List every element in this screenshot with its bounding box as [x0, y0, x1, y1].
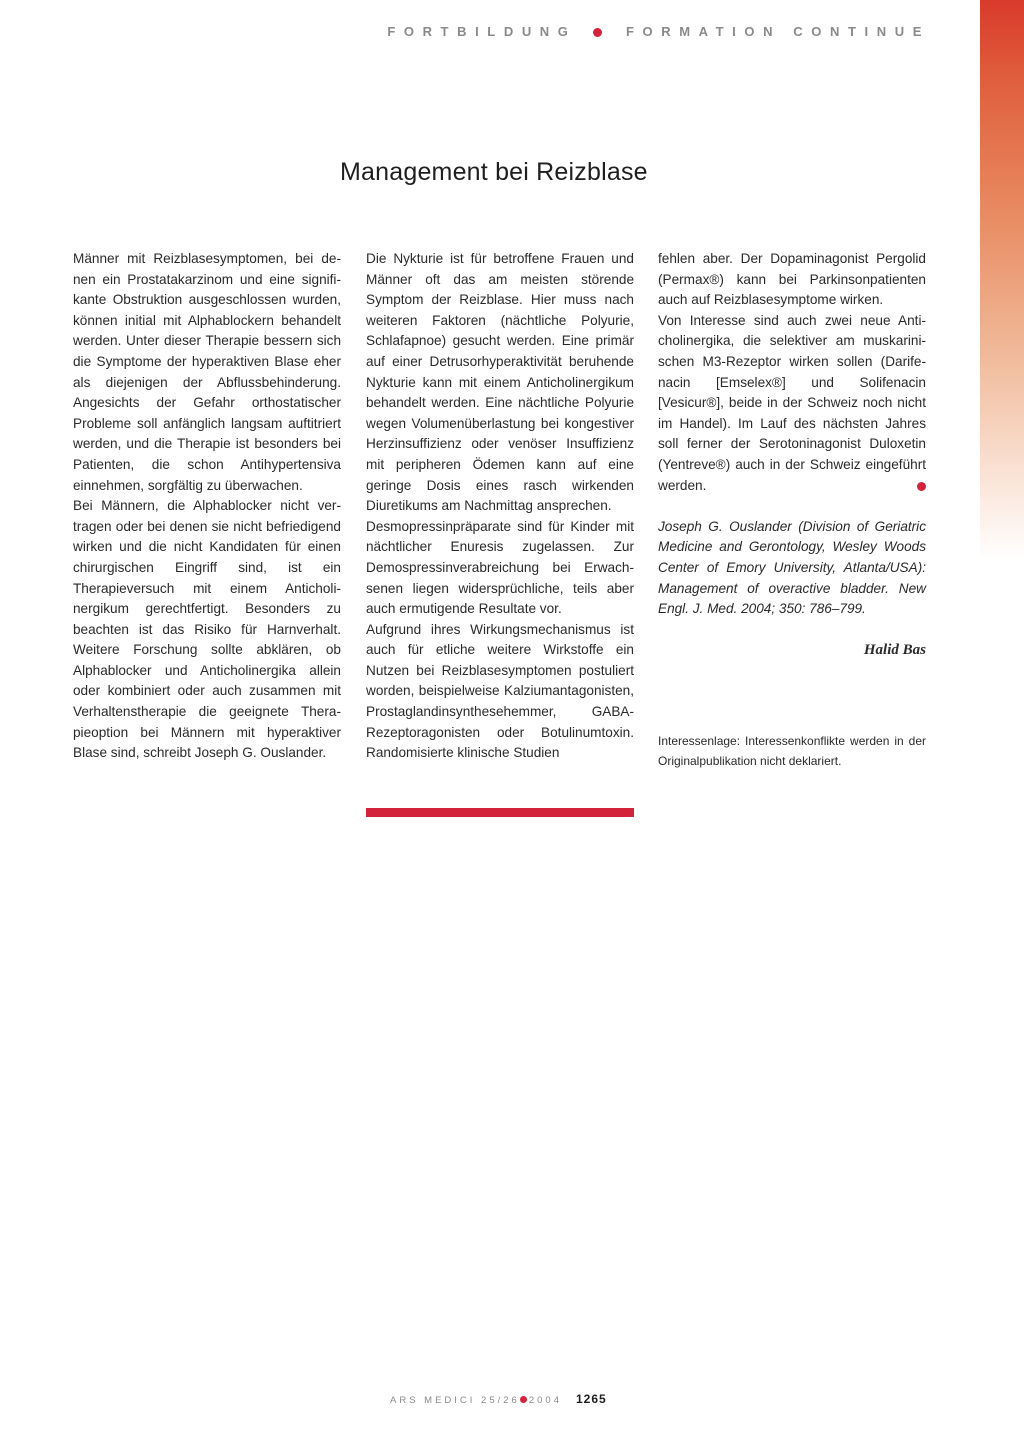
paragraph-text: Von Interesse sind auch zwei neue Anticholinergika, die selektiver am muskarinischen M3-Rezeptor wirken sollen (Darifenacin [Emselex®] und Solifenacin [Vesicur®], beide in der Schweiz noch nicht im Handel). Im Lauf des nächsten Jahres soll ferner der Serotoninagonist Duloxetin (Yentreve®) auch in der Schweiz eingeführt werden.	[658, 312, 926, 493]
paragraph: Aufgrund ihres Wirkungsmechanismus ist auch für etliche weitere Wirkstoffe ein Nutzen bei Reizblasesymptomen postuliert worden, beispielweise Kalziumantagonisten, Prostaglandinsynthesehemmer, GABA-Rezeptoragonisten oder Botulinumtoxin. Randomisierte klinische Studien	[366, 621, 634, 761]
page-number: 1265	[575, 1392, 607, 1406]
author-name: Halid Bas	[863, 642, 926, 659]
text-column-3	[658, 249, 926, 771]
page-footer	[390, 1392, 607, 1406]
paragraph: Die Nykturie ist für betroffene Frauen und Männer oft das am meisten störende Symptom der Reizblase. Hier muss nach weiteren Faktoren (nächtliche Polyurie, Schlafapnoe) gesucht werden. Eine primär auf einer Detrusorhyperaktivität beruhende Nykturie kann mit einem Anticholinergikum behandelt werden. Eine nächtliche Polyurie wegen Volumenüberlastung bei kongestiver Herzinsuffizienz oder venöser Insuffizienz mit peripheren Ödemen kann auf eine geringe Dosis eines rasch wirkenden Diuretikums am Nachmittag ansprechen.	[366, 251, 634, 514]
text-column-1	[73, 249, 341, 764]
decorative-side-gradient-bar	[980, 0, 1024, 560]
section-header	[340, 24, 930, 44]
header-bullet-icon	[593, 28, 602, 37]
text-column-2	[366, 249, 634, 764]
header-left-label: FORTBILDUNG	[387, 24, 577, 39]
paragraph-with-end-mark	[658, 311, 926, 496]
conflict-of-interest-note: Interessenlage: Interessenkonflikte werden in der Originalpublikation nicht deklariert.	[658, 733, 926, 768]
paragraph: Bei Männern, die Alphablocker nicht vertragen oder bei denen sie nicht befriedigend wirken und die nicht Kandidaten für einen chirurgischen Eingriff sind, ist ein Therapieversuch mit einem Anticholinergikum gerechtfertigt. Besonders zu beachten ist das Risiko für Harnverhalt. Weitere Forschung sollte abklären, ob Alphablocker und Anticholinergika allein oder kombiniert oder auch zusammen mit Verhaltenstherapie die geeignete Therapieoption bei Männern mit hyperaktiver Blase sind, schreibt Joseph G. Ouslander.	[73, 498, 341, 761]
paragraph: fehlen aber. Der Dopaminagonist Pergolid (Permax®) kann bei Parkinsonpatienten auch auf Reizblasesymptome wirken.	[658, 251, 926, 308]
article-title: Management bei Reizblase	[340, 157, 648, 186]
footer-bullet-icon	[520, 1396, 527, 1403]
header-right-label: FORMATION CONTINUE	[625, 24, 930, 39]
journal-year: 2004	[528, 1395, 562, 1406]
red-divider-bar	[366, 808, 634, 817]
paragraph: Desmopressinpräparate sind für Kinder mit nächtlicher Enuresis zugelassen. Zur Demospressinverabreichung bei Erwachsenen liegen widersprüchliche, teils aber auch ermutigende Resultate vor.	[366, 518, 634, 617]
reference-citation: Joseph G. Ouslander (Division of Geriatric Medicine and Gerontology, Wesley Woods Center of Emory University, Atlanta/USA): Management of overactive bladder. New Engl. J. Med. 2004; 350: 786–799.	[658, 518, 926, 617]
journal-issue: ARS MEDICI 25/26	[390, 1395, 520, 1406]
paragraph: Männer mit Reizblasesymptomen, bei denen ein Prostatakarzinom und eine signifikante Obstruktion ausgeschlossen wurden, können initial mit Alphablockern behandelt werden. Unter dieser Therapie bessern sich die Symptome der hyperaktiven Blase eher als diejenigen der Abflussbehinderung. Angesichts der Gefahr orthostatischer Probleme soll anfänglich langsam auftitriert werden, und die Therapie ist besonders bei Patienten, die schon Antihypertensiva einnehmen, sorgfältig zu überwachen.	[73, 251, 341, 493]
end-of-article-dot-icon	[917, 482, 926, 491]
